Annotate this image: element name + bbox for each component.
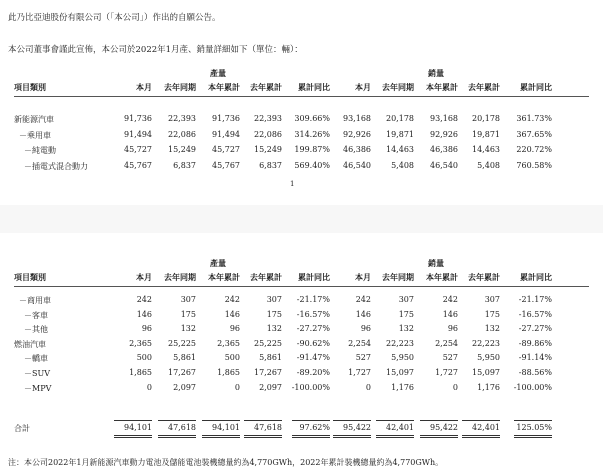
table-cell: 14,463 [386, 145, 414, 154]
table-cell: 500 [136, 353, 152, 363]
column-header: 累計同比 [298, 272, 330, 282]
column-header: 去年累計 [250, 82, 282, 92]
table-cell: 6,837 [173, 160, 196, 170]
table-cell: 19,871 [472, 129, 500, 139]
total-double-rule [158, 435, 196, 438]
row-label: －乘用車 [19, 130, 51, 140]
table-cell: 25,225 [168, 338, 196, 348]
total-double-rule [462, 435, 500, 438]
column-header: 本年累計 [426, 272, 458, 282]
table-cell: -16.57% [296, 309, 330, 319]
table-cell: -16.57% [518, 309, 552, 319]
table-cell: 17,267 [254, 368, 282, 377]
table-cell: 92,926 [343, 129, 371, 139]
row-label: －純電動 [24, 146, 56, 155]
table-cell: 242 [355, 295, 371, 304]
row-label: －轎車 [24, 354, 48, 364]
table-cell: 1,865 [129, 368, 152, 377]
table-cell: -89.86% [518, 338, 552, 348]
table-cell: 146 [355, 309, 371, 319]
table-cell: 15,097 [386, 368, 414, 377]
table-cell: 2,097 [259, 382, 282, 392]
table-cell: 1,727 [348, 368, 371, 377]
column-header: 項目類別 [14, 82, 46, 92]
table-cell: 199.87% [294, 145, 330, 154]
page-break [0, 205, 603, 233]
table-cell: 527 [355, 353, 371, 363]
table-cell: 46,386 [430, 145, 458, 154]
table-cell: 569.40% [294, 160, 330, 170]
table-cell: 96 [447, 324, 458, 334]
table-row [14, 324, 589, 337]
row-label: －客車 [24, 310, 48, 320]
table-cell: 146 [224, 309, 240, 319]
table-cell: 15,097 [472, 368, 500, 377]
table-row [14, 130, 589, 143]
table-cell: 22,223 [386, 338, 414, 348]
table-cell: -27.27% [296, 324, 330, 334]
table-cell: 5,950 [477, 353, 500, 363]
table-cell: 0 [234, 382, 240, 392]
table-cell: -100.00% [513, 382, 552, 392]
table-cell: 309.66% [294, 114, 330, 123]
total-label: 合計 [14, 424, 30, 433]
table-cell: -27.27% [518, 324, 552, 334]
row-label: －MPV [24, 383, 52, 393]
total-double-rule [244, 435, 282, 438]
table-cell: 146 [442, 309, 458, 319]
column-header: 去年同期 [164, 272, 196, 282]
table-cell: -90.62% [296, 338, 330, 348]
table-row [14, 114, 589, 127]
column-header: 累計同比 [298, 82, 330, 92]
table-cell: 46,540 [343, 160, 371, 170]
table-cell: 132 [484, 324, 500, 334]
table-cell: 46,540 [430, 160, 458, 170]
table-cell: 307 [398, 295, 414, 304]
table-cell: 91,494 [212, 129, 240, 139]
table-cell: 93,168 [430, 114, 458, 123]
column-header: 去年累計 [250, 272, 282, 282]
total-top-rule [333, 420, 371, 421]
intro-line-2: 本公司董事會謹此宣佈，本公司於2022年1月產、銷量詳細如下（單位：輛）： [8, 45, 303, 55]
table-cell: 361.73% [516, 114, 552, 123]
table-cell: 175 [266, 309, 282, 319]
total-cell: 94,101 [124, 423, 152, 432]
table-cell: 45,727 [212, 145, 240, 154]
table-cell: 2,365 [217, 338, 240, 348]
total-top-rule [376, 420, 414, 421]
table-cell: -91.47% [296, 353, 330, 363]
table-cell: 5,408 [391, 160, 414, 170]
table-cell: 5,861 [259, 353, 282, 363]
table-cell: 242 [136, 295, 152, 304]
column-header: 累計同比 [520, 272, 552, 282]
table-row [14, 310, 589, 323]
column-header: 去年同期 [382, 82, 414, 92]
total-cell: 95,422 [343, 423, 371, 432]
table-cell: 527 [442, 353, 458, 363]
table-row [14, 145, 589, 158]
table-cell: 1,176 [477, 382, 500, 392]
table-cell: 132 [266, 324, 282, 334]
table-cell: -88.56% [518, 368, 552, 377]
total-cell: 47,618 [168, 423, 196, 432]
table-cell: 314.26% [294, 129, 330, 139]
table-cell: 92,926 [430, 129, 458, 139]
table-cell: 500 [224, 353, 240, 363]
column-header: 本年累計 [208, 82, 240, 92]
column-header: 累計同比 [520, 82, 552, 92]
row-label: 新能源汽車 [14, 115, 54, 124]
table-cell: 5,408 [477, 160, 500, 170]
column-header: 本月 [136, 272, 152, 282]
total-double-rule [420, 435, 458, 438]
table-cell: 0 [146, 382, 152, 392]
column-header: 去年累計 [468, 82, 500, 92]
table-cell: 14,463 [472, 145, 500, 154]
table-cell: -91.14% [518, 353, 552, 363]
row-label: －SUV [24, 369, 50, 378]
table-cell: 175 [180, 309, 196, 319]
total-cell: 47,618 [254, 423, 282, 432]
column-header: 去年同期 [382, 272, 414, 282]
table-cell: 2,365 [129, 338, 152, 348]
table-cell: 132 [398, 324, 414, 334]
column-header: 本年累計 [208, 272, 240, 282]
table-cell: 2,254 [435, 338, 458, 348]
table-cell: 20,178 [472, 114, 500, 123]
table-cell: 307 [180, 295, 196, 304]
table-cell: 1,727 [435, 368, 458, 377]
column-header: 去年同期 [164, 82, 196, 92]
total-double-rule [114, 435, 152, 438]
total-cell: 97.62% [299, 423, 330, 432]
table-cell: 367.65% [516, 129, 552, 139]
table1-header-rule [14, 96, 589, 97]
table-cell: 19,871 [386, 129, 414, 139]
table-cell: 2,097 [173, 382, 196, 392]
table-cell: 91,736 [124, 114, 152, 123]
table-cell: 45,767 [212, 160, 240, 170]
footnote: 注：本公司2022年1月新能源汽車動力電池及儲能電池裝機總量約為4,770GWh，2022年累計裝機總量約為4,770GWh。 [8, 458, 444, 467]
table-cell: -21.17% [296, 295, 330, 304]
total-double-rule [202, 435, 240, 438]
table-cell: 91,494 [124, 129, 152, 139]
group-header-sales: 銷量 [428, 68, 444, 78]
total-top-rule [114, 420, 152, 421]
table-cell: 220.72% [516, 145, 552, 154]
table-cell: 45,727 [124, 145, 152, 154]
total-top-rule [292, 420, 330, 421]
table-cell: 45,767 [124, 160, 152, 170]
table-cell: 132 [180, 324, 196, 334]
table-cell: 0 [365, 382, 371, 392]
total-double-rule [514, 435, 552, 438]
table-cell: 22,223 [472, 338, 500, 348]
table-cell: -21.17% [518, 295, 552, 304]
group-header-sales: 銷量 [428, 258, 444, 268]
group-header-production: 產量 [210, 68, 226, 78]
total-double-rule [333, 435, 371, 438]
total-top-rule [244, 420, 282, 421]
group-header-production: 產量 [210, 258, 226, 268]
table-row [14, 383, 589, 396]
table-cell: -100.00% [291, 382, 330, 392]
total-double-rule [292, 435, 330, 438]
table-cell: 93,168 [343, 114, 371, 123]
table-row [14, 339, 589, 352]
table-cell: 6,837 [259, 160, 282, 170]
table-cell: 22,393 [254, 114, 282, 123]
row-label: －商用車 [19, 296, 51, 305]
column-header: 去年累計 [468, 272, 500, 282]
table-cell: 242 [442, 295, 458, 304]
total-top-rule [420, 420, 458, 421]
table-cell: 91,736 [212, 114, 240, 123]
column-header: 本月 [136, 82, 152, 92]
intro-line-1: 此乃比亞迪股份有限公司（「本公司」）作出的自願公告。 [8, 13, 221, 23]
table-cell: 22,086 [254, 129, 282, 139]
row-label: －其他 [24, 325, 48, 335]
total-top-rule [202, 420, 240, 421]
column-header: 本年累計 [426, 82, 458, 92]
table-cell: 17,267 [168, 368, 196, 377]
table-cell: 46,386 [343, 145, 371, 154]
total-cell: 125.05% [516, 423, 552, 432]
table-cell: 15,249 [168, 145, 196, 154]
total-top-rule [514, 420, 552, 421]
total-cell: 42,401 [472, 423, 500, 432]
total-cell: 94,101 [212, 423, 240, 432]
column-header: 本月 [355, 272, 371, 282]
table-cell: 22,393 [168, 114, 196, 123]
column-header: 項目類別 [14, 272, 46, 282]
total-top-rule [158, 420, 196, 421]
table-cell: 25,225 [254, 338, 282, 348]
table-cell: 1,176 [391, 382, 414, 392]
table-cell: 5,861 [173, 353, 196, 363]
table-cell: 0 [452, 382, 458, 392]
table-row [14, 295, 589, 308]
table-cell: 96 [360, 324, 371, 334]
table-cell: 5,950 [391, 353, 414, 363]
table-cell: 20,178 [386, 114, 414, 123]
total-cell: 95,422 [430, 423, 458, 432]
table-cell: 760.58% [516, 160, 552, 170]
total-double-rule [376, 435, 414, 438]
table2-header-rule [14, 286, 589, 287]
table-row [14, 353, 589, 366]
total-cell: 42,401 [386, 423, 414, 432]
page-number: 1 [290, 180, 295, 188]
table-cell: 175 [398, 309, 414, 319]
column-header: 本月 [355, 82, 371, 92]
table-cell: 22,086 [168, 129, 196, 139]
table-cell: 2,254 [348, 338, 371, 348]
table-cell: 1,865 [217, 368, 240, 377]
row-label: －插電式混合動力 [24, 161, 88, 171]
table-cell: 96 [141, 324, 152, 334]
table-cell: 307 [266, 295, 282, 304]
table-cell: 146 [136, 309, 152, 319]
table-cell: 307 [484, 295, 500, 304]
table-cell: -89.20% [296, 368, 330, 377]
table-cell: 175 [484, 309, 500, 319]
total-top-rule [462, 420, 500, 421]
table-cell: 96 [229, 324, 240, 334]
table-cell: 242 [224, 295, 240, 304]
row-label: 燃油汽車 [14, 339, 46, 349]
table-row [14, 368, 589, 381]
table-cell: 15,249 [254, 145, 282, 154]
table-row [14, 161, 589, 174]
